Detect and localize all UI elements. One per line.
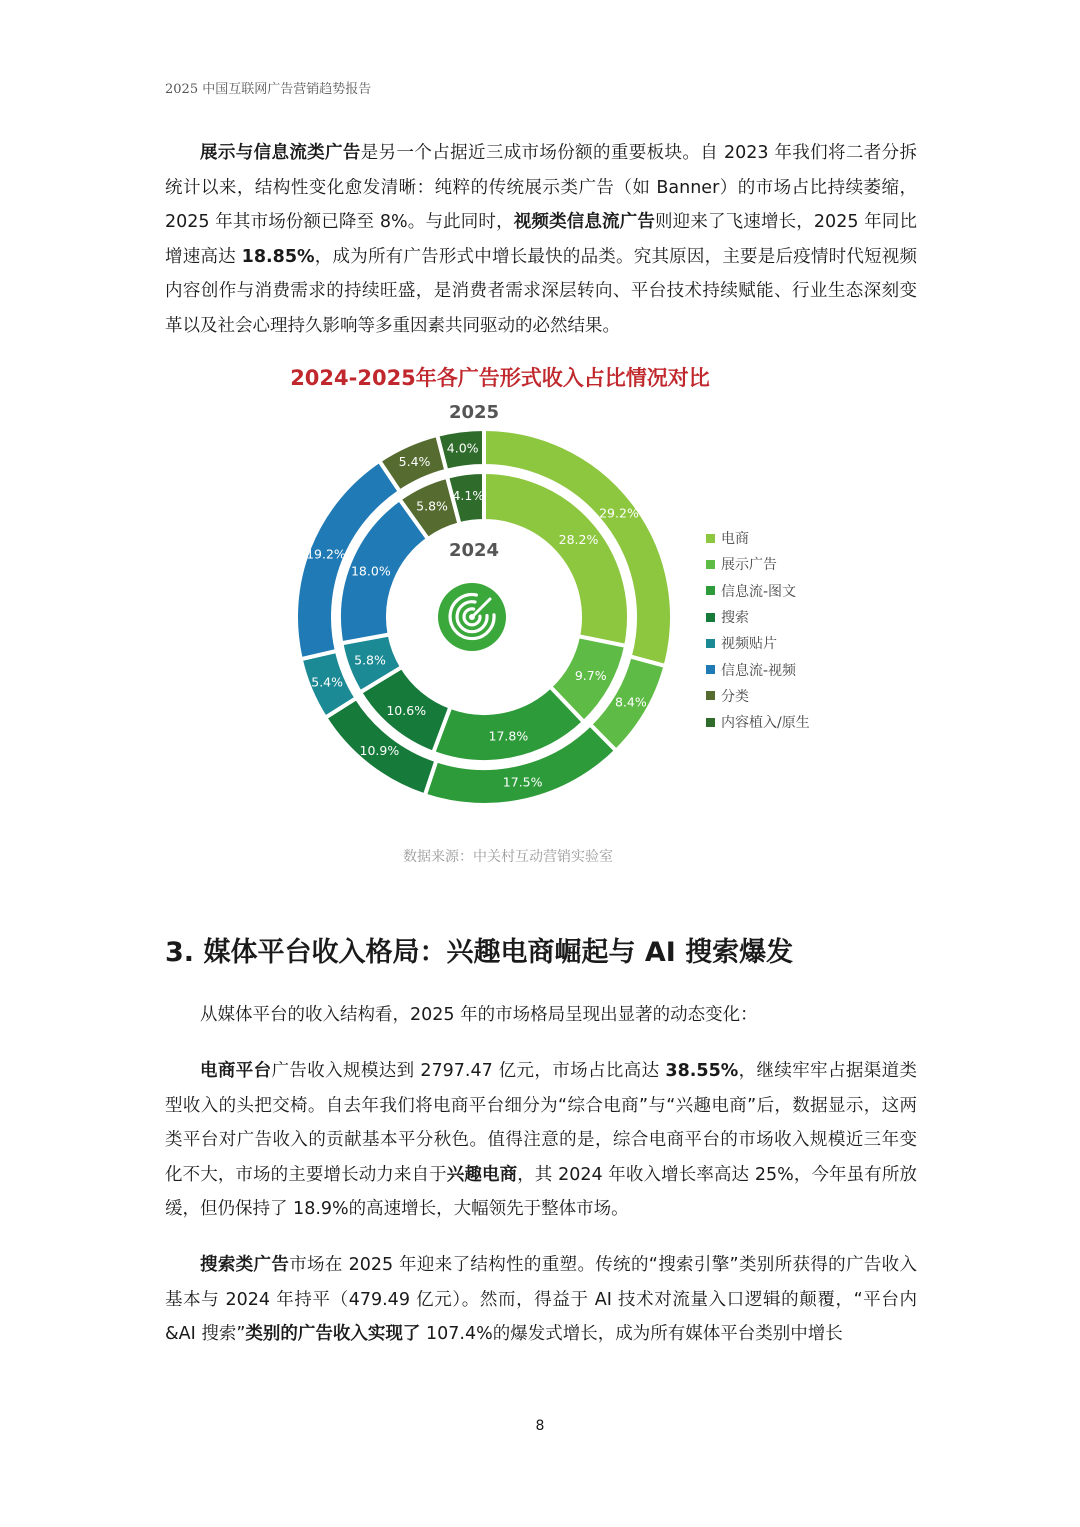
legend-swatch	[706, 691, 715, 700]
legend-label: 视频贴片	[721, 636, 777, 653]
inner-ring-data-label: 17.8%	[488, 728, 529, 744]
bold-run: 电商平台	[200, 1061, 272, 1081]
legend-label: 分类	[721, 688, 749, 705]
chart-legend	[706, 525, 810, 735]
legend-swatch	[706, 639, 715, 648]
chart-source: 数据来源：中关村互动营销实验室	[403, 849, 613, 865]
paragraph-intro	[165, 998, 917, 1033]
legend-item	[706, 683, 810, 709]
outer-ring-data-label: 5.4%	[398, 453, 431, 469]
text-run: ，成为所有广告形式中增长最快的品类。究其原因，主要是后疫情时代短视频内容创作与消费需求的持续旺盛，是消费者需求深层转向、平台技术持续赋能、行业生态深刻变革以及社会心理持久影响等多重因素共同驱动的必然结果。	[165, 246, 918, 336]
text-run: 是另一个占据近三成市场份额的重要板块。自 2023 年我们将二者分拆统计以来，结构性变化愈发清晰：纯粹的传统展示类广告（如 Banner）的市场占比持续萎缩，2025 年其市场份额已降至 8%。与此同时，	[165, 143, 917, 232]
outer-ring-data-label: 10.9%	[359, 742, 400, 758]
paragraph-search-ads	[165, 1248, 917, 1352]
bold-run: 类别的广告收入实现了	[245, 1324, 421, 1344]
text-run: 市场在 2025 年迎来了结构性的重塑。传统的“搜索引擎”类别所获得的广告收入基本与 2024 年持平（479.49 亿元）。然而，得益于 AI 技术对流量入口逻辑的颠覆，“平台内&AI 搜索”	[165, 1255, 918, 1344]
text-run: 107.4%的爆发式增长，成为所有媒体平台类别中增长	[420, 1324, 843, 1344]
outer-ring-data-label: 4.0%	[446, 440, 479, 456]
target-logo-icon	[438, 583, 506, 651]
inner-ring-data-label: 5.8%	[416, 498, 448, 514]
inner-ring-data-label: 5.8%	[354, 652, 386, 668]
legend-swatch	[706, 718, 715, 727]
legend-item	[706, 630, 810, 656]
text-run: ，继续牢牢占据渠道类型收入的头把交椅。自去年我们将电商平台细分为“综合电商”与“兴趣电商”后，数据显示，这两类平台对广告收入的贡献基本平分秋色。值得注意的是，综合电商平台的市场收入规模近三年变化不大，市场的主要增长动力来自于	[165, 1061, 918, 1185]
legend-item	[706, 709, 810, 735]
legend-swatch	[706, 534, 715, 543]
bold-run: 搜索类广告	[200, 1255, 290, 1275]
chart-title: 2024-2025年各广告形式收入占比情况对比	[290, 366, 710, 390]
legend-label: 电商	[721, 531, 749, 548]
legend-label: 内容植入/原生	[721, 715, 810, 732]
outer-ring-data-label: 19.2%	[306, 546, 346, 562]
inner-ring-data-label: 18.0%	[350, 563, 391, 579]
text-run: 从媒体平台的收入结构看，2025 年的市场格局呈现出显著的动态变化：	[200, 1005, 758, 1025]
inner-ring-data-label: 9.7%	[574, 668, 607, 684]
outer-ring-data-label: 8.4%	[614, 694, 647, 710]
legend-item	[706, 656, 810, 682]
legend-label: 展示广告	[721, 557, 777, 574]
bold-run: 兴趣电商	[446, 1164, 518, 1185]
report-header: 2025 中国互联网广告营销趋势报告	[165, 82, 372, 97]
legend-swatch	[706, 586, 715, 595]
bold-run: 视频类信息流广告	[513, 212, 656, 232]
inner-ring-data-label: 10.6%	[386, 703, 427, 719]
legend-item	[706, 578, 810, 604]
bold-run: 38.55%	[665, 1061, 739, 1081]
outer-ring-data-label: 17.5%	[502, 774, 543, 790]
paragraph-ecommerce	[165, 1054, 917, 1227]
legend-swatch	[706, 613, 715, 622]
legend-item	[706, 551, 810, 577]
inner-ring-data-label: 4.1%	[452, 488, 485, 504]
bold-run: 展示与信息流类广告	[200, 143, 361, 163]
legend-swatch	[706, 665, 715, 674]
text-run: ，其 2024 年收入增长率高达 25%，今年虽有所放缓，但仍保持了 18.9%的高速增长，大幅领先于整体市场。	[165, 1164, 917, 1219]
legend-label: 信息流-图文	[721, 583, 797, 600]
inner-ring-label: 2024	[448, 540, 500, 561]
legend-item	[706, 604, 810, 630]
inner-ring-data-label: 28.2%	[558, 531, 599, 547]
legend-swatch	[706, 560, 715, 569]
section-title: 3. 媒体平台收入格局：兴趣电商崛起与 AI 搜索爆发	[165, 937, 794, 968]
legend-label: 搜索	[721, 610, 749, 627]
outer-ring-data-label: 5.4%	[311, 674, 344, 690]
outer-ring-data-label: 29.2%	[599, 505, 639, 521]
outer-ring-label: 2025	[448, 402, 500, 423]
text-run: 广告收入规模达到 2797.47 亿元，市场占比高达	[271, 1061, 666, 1081]
legend-item	[706, 525, 810, 551]
page-number: 8	[535, 1418, 545, 1434]
legend-label: 信息流-视频	[721, 662, 797, 679]
text-run: 则迎来了飞速增长，2025 年同比增速高达	[165, 212, 917, 267]
bold-run: 18.85%	[241, 246, 315, 267]
